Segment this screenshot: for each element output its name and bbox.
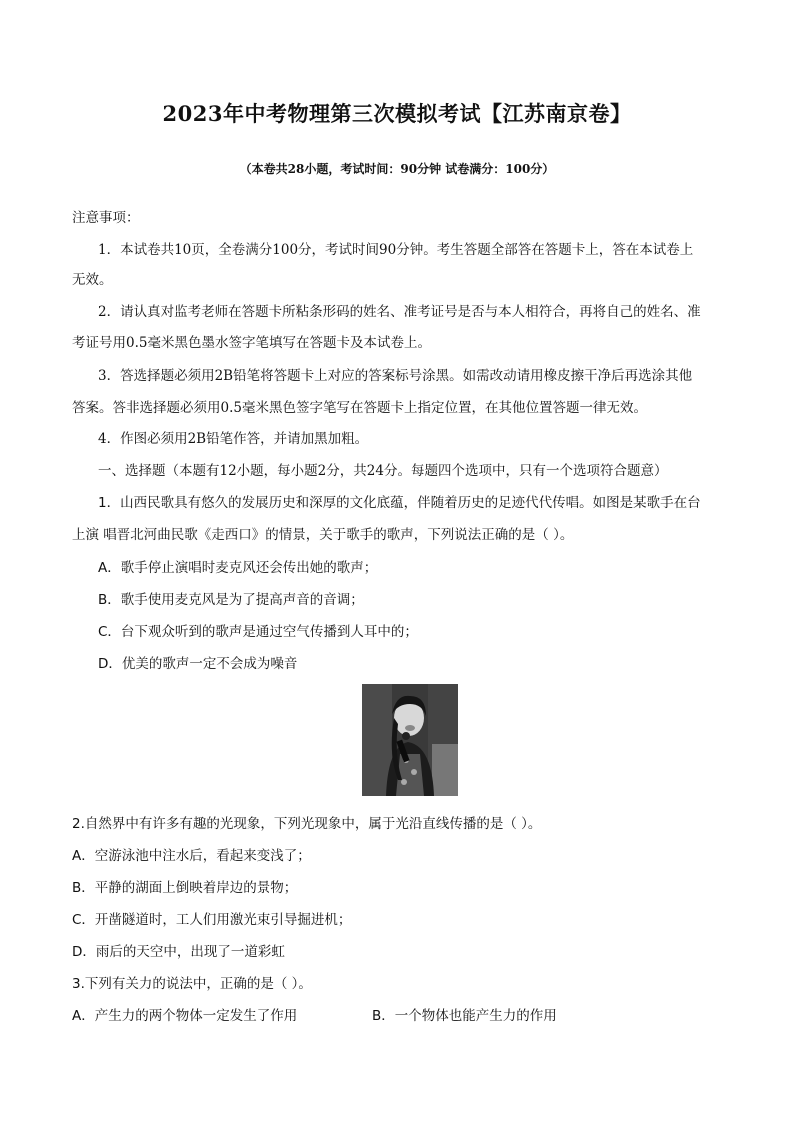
notice-item-2: 2．请认真对监考老师在答题卡所粘条形码的姓名、准考证号是否与本人相符合，再将自己的姓名、准 [98,304,701,320]
q1-option-b: B．歌手使用麦克风是为了提高声音的音调； [98,592,364,608]
q1-option-d: D．优美的歌声一定不会成为噪音 [98,656,298,672]
q3-stem: 3.下列有关力的说法中，正确的是（ ）。 [72,976,312,992]
q1-stem-cont: 上演 唱晋北河曲民歌《走西口》的情景，关于歌手的歌声，下列说法正确的是（ ）。 [72,527,574,543]
q2-option-b: B．平静的湖面上倒映着岸边的景物； [72,880,298,896]
singer-photo-drawing [362,684,458,796]
q2-option-c: C．开凿隧道时，工人们用激光束引导掘进机； [72,912,352,928]
q1-stem: 1．山西民歌具有悠久的发展历史和深厚的文化底蕴，伴随着历史的足迹代代传唱。如图是某歌手在台 [98,495,701,511]
exam-info: （本卷共28小题，考试时间：90分钟 试卷满分：100分） [239,162,555,176]
q3-option-b: B．一个物体也能产生力的作用 [372,1008,557,1024]
singer-photo [362,684,458,796]
notice-heading: 注意事项： [72,210,140,226]
notice-item-3-cont: 答案。答非选择题必须用0.5毫米黑色签字笔写在答题卡上指定位置，在其他位置答题一律无效。 [72,400,647,416]
notice-item-1-cont: 无效。 [72,272,113,288]
notice-item-1: 1．本试卷共10页，全卷满分100分，考试时间90分钟。考生答题全部答在答题卡上，答在本试卷上 [98,242,694,258]
q2-stem: 2.自然界中有许多有趣的光现象，下列光现象中，属于光沿直线传播的是（ ）。 [72,816,542,832]
section-heading: 一、选择题（本题有12小题，每小题2分，共24分。每题四个选项中，只有一个选项符合题意） [98,463,668,479]
notice-item-2-cont: 考证号用0.5毫米黑色墨水签字笔填写在答题卡及本试卷上。 [72,335,431,351]
q1-option-c: C．台下观众听到的歌声是通过空气传播到人耳中的； [98,624,418,640]
notice-item-3: 3．答选择题必须用2B铅笔将答题卡上对应的答案标号涂黑。如需改动请用橡皮擦干净后再选涂其他 [98,368,693,384]
page-title: 2023年中考物理第三次模拟考试【江苏南京卷】 [162,101,632,126]
q1-option-a: A．歌手停止演唱时麦克风还会传出她的歌声； [98,560,378,576]
q2-option-a: A．空游泳池中注水后，看起来变浅了； [72,848,311,864]
notice-item-4: 4．作图必须用2B铅笔作答，并请加黑加粗。 [98,431,369,447]
q2-option-d: D．雨后的天空中，出现了一道彩虹 [72,944,285,960]
q3-option-a: A．产生力的两个物体一定发生了作用 [72,1008,298,1024]
